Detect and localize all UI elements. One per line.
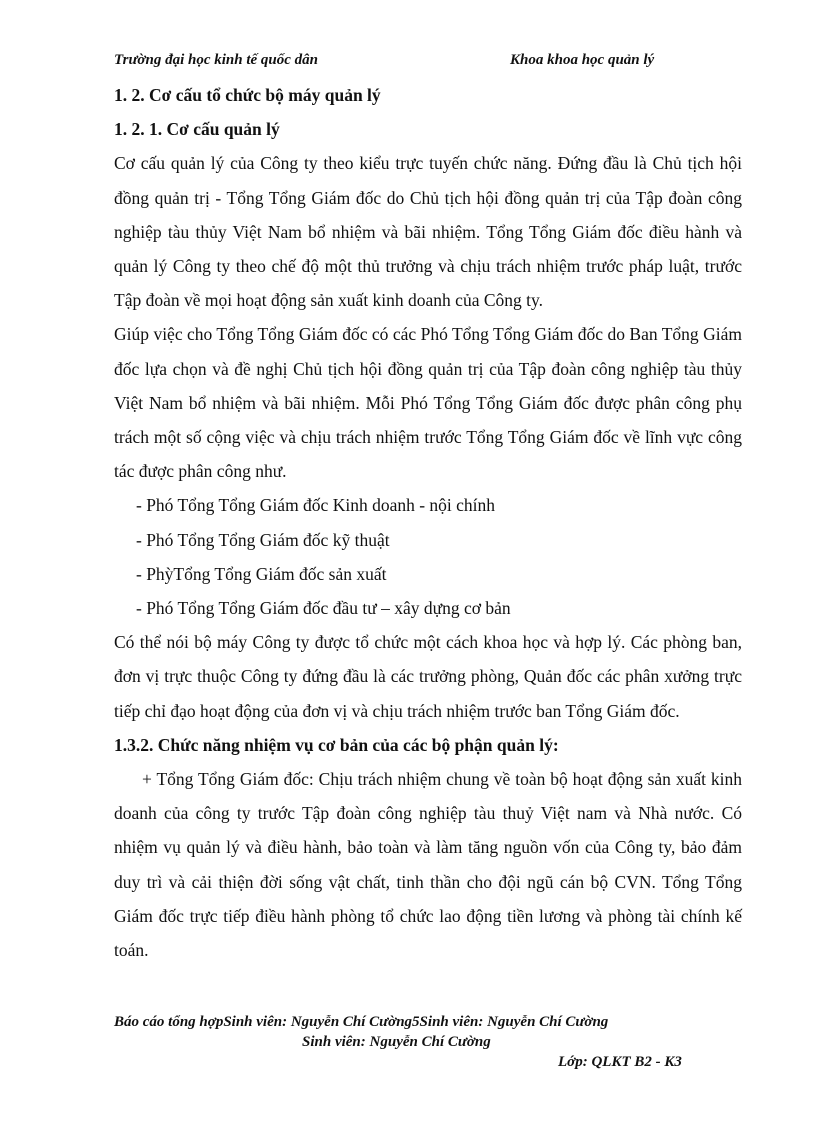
footer-class: Lớp: QLKT B2 - K3 — [558, 1054, 682, 1070]
paragraph-deputy-directors: Giúp việc cho Tổng Tổng Giám đốc có các Phó Tổng Tổng Giám đốc do Ban Tổng Giám đốc lựa chọn và đề nghị Chủ tịch hội đồng quản trị của Tập đoàn công nghiệp tàu thủy Việt Nam bổ nhiệm và bãi nhiệm. Mỗi Phó Tổng Tổng Giám đốc được phân công phụ trách một số cộng việc và chịu trách nhiệm trước Tổng Tổng Giám đốc về lĩnh vực công tác được phân công như. — [114, 324, 742, 482]
bullet-item: - PhỳTổng Tổng Giám đốc sản xuất — [136, 563, 387, 584]
header-faculty-name: Khoa khoa học quản lý — [510, 52, 655, 68]
paragraph-general-director: + Tổng Tổng Giám đốc: Chịu trách nhiệm chung về toàn bộ hoạt động sản xuất kinh doanh của công ty trước Tập đoàn công nghiệp tàu thuỷ Việt nam và Nhà nước. Có nhiệm vụ quản lý và điều hành, bảo toàn và làm tăng nguồn vốn của Công ty, bảo đảm duy trì và cải thiện đời sống vật chất, tinh thần cho đội ngũ cán bộ CVN. Tổng Tổng Giám đốc trực tiếp điều hành phòng tổ chức lao động tiền lương và phòng tài chính kế toán. — [114, 769, 742, 961]
bullet-item: - Phó Tổng Tổng Giám đốc kỹ thuật — [136, 529, 390, 550]
subsection-heading-functions: 1.3.2. Chức năng nhiệm vụ cơ bản của các bộ phận quản lý: — [114, 734, 559, 755]
bullet-item: - Phó Tổng Tổng Giám đốc Kinh doanh - nội chính — [136, 495, 496, 516]
header-school-name: Trường đại học kinh tế quốc dân — [114, 52, 319, 68]
paragraph-management-structure: Cơ cấu quản lý của Công ty theo kiểu trực tuyến chức năng. Đứng đầu là Chủ tịch hội đồng quản trị - Tổng Tổng Giám đốc do Chủ tịch hội đồng quản trị của Tập đoàn công nghiệp tàu thủy Việt Nam bổ nhiệm và bãi nhiệm. Tổng Tổng Giám đốc điều hành và quản lý Công ty theo chế độ một thủ trưởng và chịu trách nhiệm trước pháp luật, trước Tập đoàn về mọi hoạt động sản xuất kinh doanh của Công ty. — [114, 153, 742, 311]
subsection-heading: 1. 2. 1. Cơ cấu quản lý — [114, 119, 280, 140]
bullet-item: - Phó Tổng Tổng Giám đốc đầu tư – xây dựng cơ bản — [136, 598, 511, 619]
footer-report-line: Báo cáo tổng hợpSinh viên: Nguyễn Chí Cường5Sinh viên: Nguyễn Chí Cường — [114, 1014, 609, 1030]
paragraph-organization: Có thể nói bộ máy Công ty được tổ chức một cách khoa học và hợp lý. Các phòng ban, đơn vị trực thuộc Công ty đứng đầu là các trưởng phòng, Quản đốc các phân xưởng trực tiếp chỉ đạo hoạt động của đơn vị và chịu trách nhiệm trước ban Tổng Giám đốc. — [114, 632, 742, 721]
document-body — [114, 78, 742, 967]
footer-student-name: Sinh viên: Nguyễn Chí Cường — [302, 1034, 491, 1050]
section-heading: 1. 2. Cơ cấu tổ chức bộ máy quản lý — [114, 85, 381, 105]
